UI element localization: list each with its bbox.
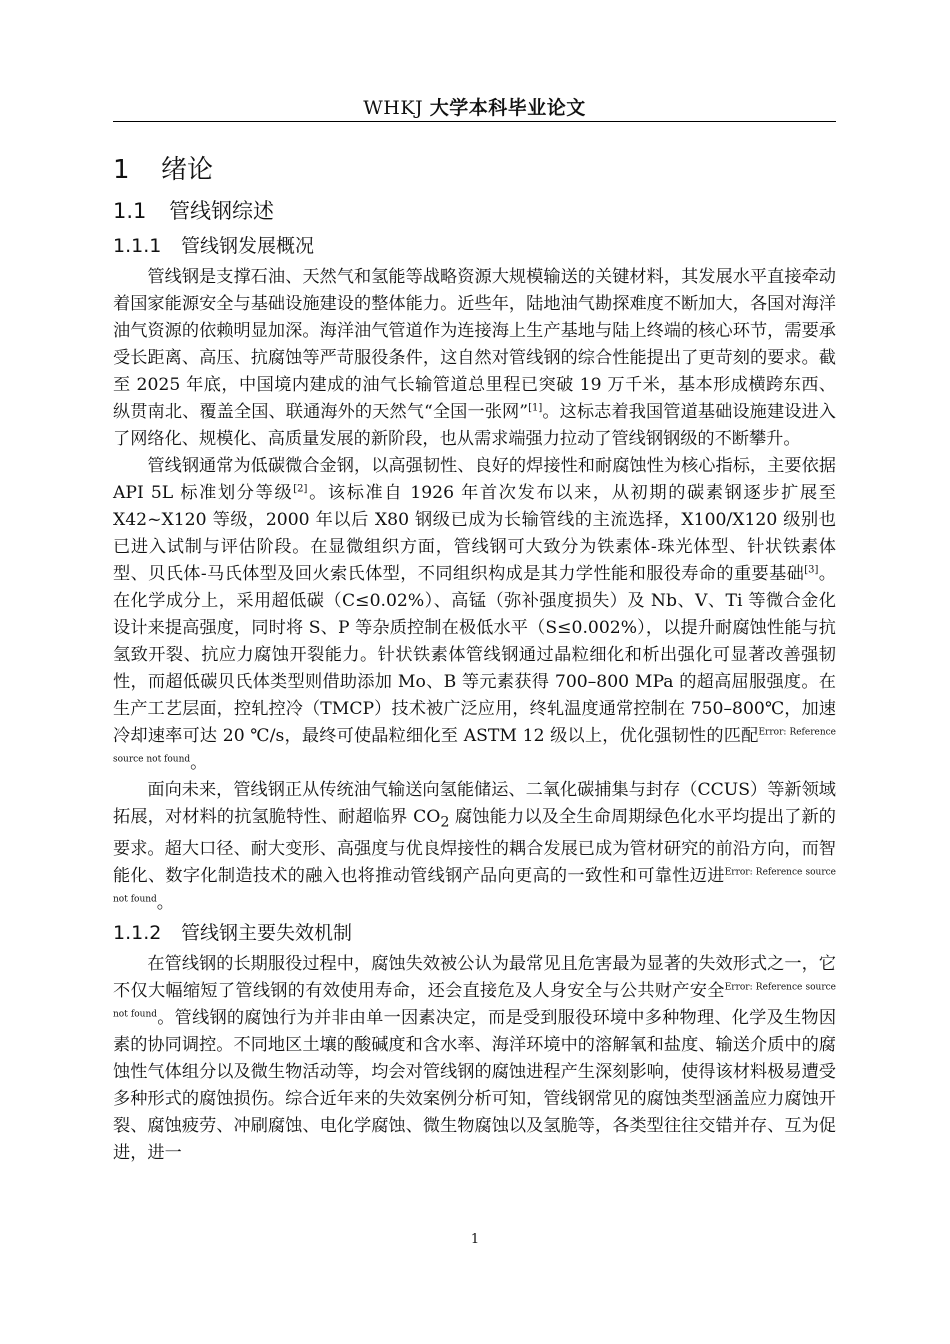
subscript: 2	[440, 814, 450, 831]
paragraph-text: 。管线钢的腐蚀行为并非由单一因素决定，而是受到服役环境中多种物理、化学及生物因素的协同调控。不同地区土壤的酸碱度和含水率、海洋环境中的溶解氧和盐度、输送介质中的腐蚀性气体组分以及微生物活动等，均会对管线钢的腐蚀进程产生深刻影响，使得该材料极易遭受多种形式的腐蚀损伤。综合近年来的失效案例分析可知，管线钢常见的腐蚀类型涵盖应力腐蚀开裂、腐蚀疲劳、冲刷腐蚀、电化学腐蚀、微生物腐蚀以及氢脆等，各类型往往交错并存、互为促进，进一	[113, 1008, 837, 1164]
paragraph-text: 在管线钢的长期服役过程中，腐蚀失效被公认为最常见且危害最为显著的失效形式之一，它不仅大幅缩短了管线钢的有效使用寿命，还会直接危及人身安全与公共财产安全	[113, 954, 836, 1002]
section-heading	[113, 194, 836, 228]
paragraph-text: 面向未来，管线钢正从传统油气输送向氢能储运、二氧化碳捕集与封存（CCUS）等新领域拓展，对材料的抗氢脆特性、耐超临界 CO	[113, 780, 836, 827]
paragraph-1	[113, 264, 836, 453]
page-header	[113, 93, 836, 121]
paragraph-text: 。这标志着我国管道基础设施建设进入了网络化、规模化、高质量发展的新阶段，也从需求端强力拉动了管线钢钢级的不断攀升。	[113, 402, 836, 449]
chapter-title: 绪论	[161, 155, 214, 185]
citation: [3]	[804, 564, 819, 576]
section-number: 1.1	[113, 199, 147, 223]
reference-error: Error: Reference source not found	[113, 727, 836, 765]
citation: [2]	[293, 483, 308, 495]
subsection-title-2: 管线钢主要失效机制	[181, 922, 353, 945]
section-title: 管线钢综述	[169, 199, 274, 223]
header-code: WHKJ	[363, 97, 424, 119]
subsection-heading-2	[113, 917, 836, 949]
chapter-heading	[113, 150, 836, 190]
paragraph-text: 。在化学成分上，采用超低碳（C≤0.02%）、高锰（弥补强度损失）及 Nb、V、Ti 等微合金化设计来提高强度，同时将 S、P 等杂质控制在极低水平（S≤0.002%），以提升耐腐蚀性能与抗氢致开裂、抗应力腐蚀开裂能力。针状铁素体管线钢通过晶粒细化和析出强化可显著改善强韧性，而超低碳贝氏体类型则借助添加 Mo、B 等元素获得 700–800 MPa 的超高屈服强度。在生产工艺层面，控轧控冷（TMCP）技术被广泛应用，终轧温度通常控制在 750–800℃，加速冷却速率可达 20 ℃/s，最终可使晶粒细化至 ASTM 12 级以上，优化强韧性的匹配	[113, 564, 836, 746]
header-rule	[113, 121, 836, 122]
citation: [1]	[528, 402, 543, 414]
page-content	[113, 150, 836, 1167]
header-title: 大学本科毕业论文	[429, 97, 586, 119]
page-number: 1	[470, 1232, 480, 1247]
paragraph-text: 。	[190, 753, 208, 773]
subsection-title-1: 管线钢发展概况	[181, 235, 315, 257]
paragraph-4	[113, 951, 836, 1167]
paragraph-text: 。该标准自 1926 年首次发布以来，从初期的碳素钢逐步扩展至 X42~X120 等级，2000 年以后 X80 钢级已成为长输管线的主流选择，X100/X120 级别也已进入试制与评估阶段。在显微组织方面，管线钢可大致分为铁素体-珠光体型、针状铁素体型、贝氏体-马氏体型及回火索氏体型，不同组织构成是其力学性能和服役寿命的重要基础	[113, 483, 836, 584]
paragraph-text: 管线钢是支撑石油、天然气和氢能等战略资源大规模输送的关键材料，其发展水平直接牵动着国家能源安全与基础设施建设的整体能力。近些年，陆地油气勘探难度不断加大，各国对海洋油气资源的依赖明显加深。海洋油气管道作为连接海上生产基地与陆上终端的核心环节，需要承受长距离、高压、抗腐蚀等严苛服役条件，这自然对管线钢的综合性能提出了更苛刻的要求。截至 2025 年底，中国境内建成的油气长输管道总里程已突破 19 万千米，基本形成横跨东西、纵贯南北、覆盖全国、联通海外的天然气“全国一张网”	[113, 267, 836, 422]
paragraph-text: 管线钢通常为低碳微合金钢，以高强韧性、良好的焊接性和耐腐蚀性为核心指标，主要依据 API 5L 标准划分等级	[113, 456, 836, 503]
paragraph-text: 。	[156, 893, 174, 914]
subsection-heading-1	[113, 230, 836, 262]
paragraph-3	[113, 777, 836, 917]
reference-error: Error: Reference source not found	[113, 867, 837, 905]
subsection-number-1: 1.1.1	[113, 235, 162, 257]
reference-error: Error: Reference source not found	[113, 982, 837, 1020]
paragraph-2	[113, 453, 836, 777]
subsection-number-2: 1.1.2	[113, 922, 162, 945]
chapter-number: 1	[113, 155, 130, 185]
paragraph-text: 腐蚀能力以及全生命周期绿色化水平均提出了新的要求。超大口径、耐大变形、高强度与优良焊接性的耦合发展已成为管材研究的前沿方向，而智能化、数字化制造技术的融入也将推动管线钢产品向更高的一致性和可靠性迈进	[113, 807, 836, 887]
